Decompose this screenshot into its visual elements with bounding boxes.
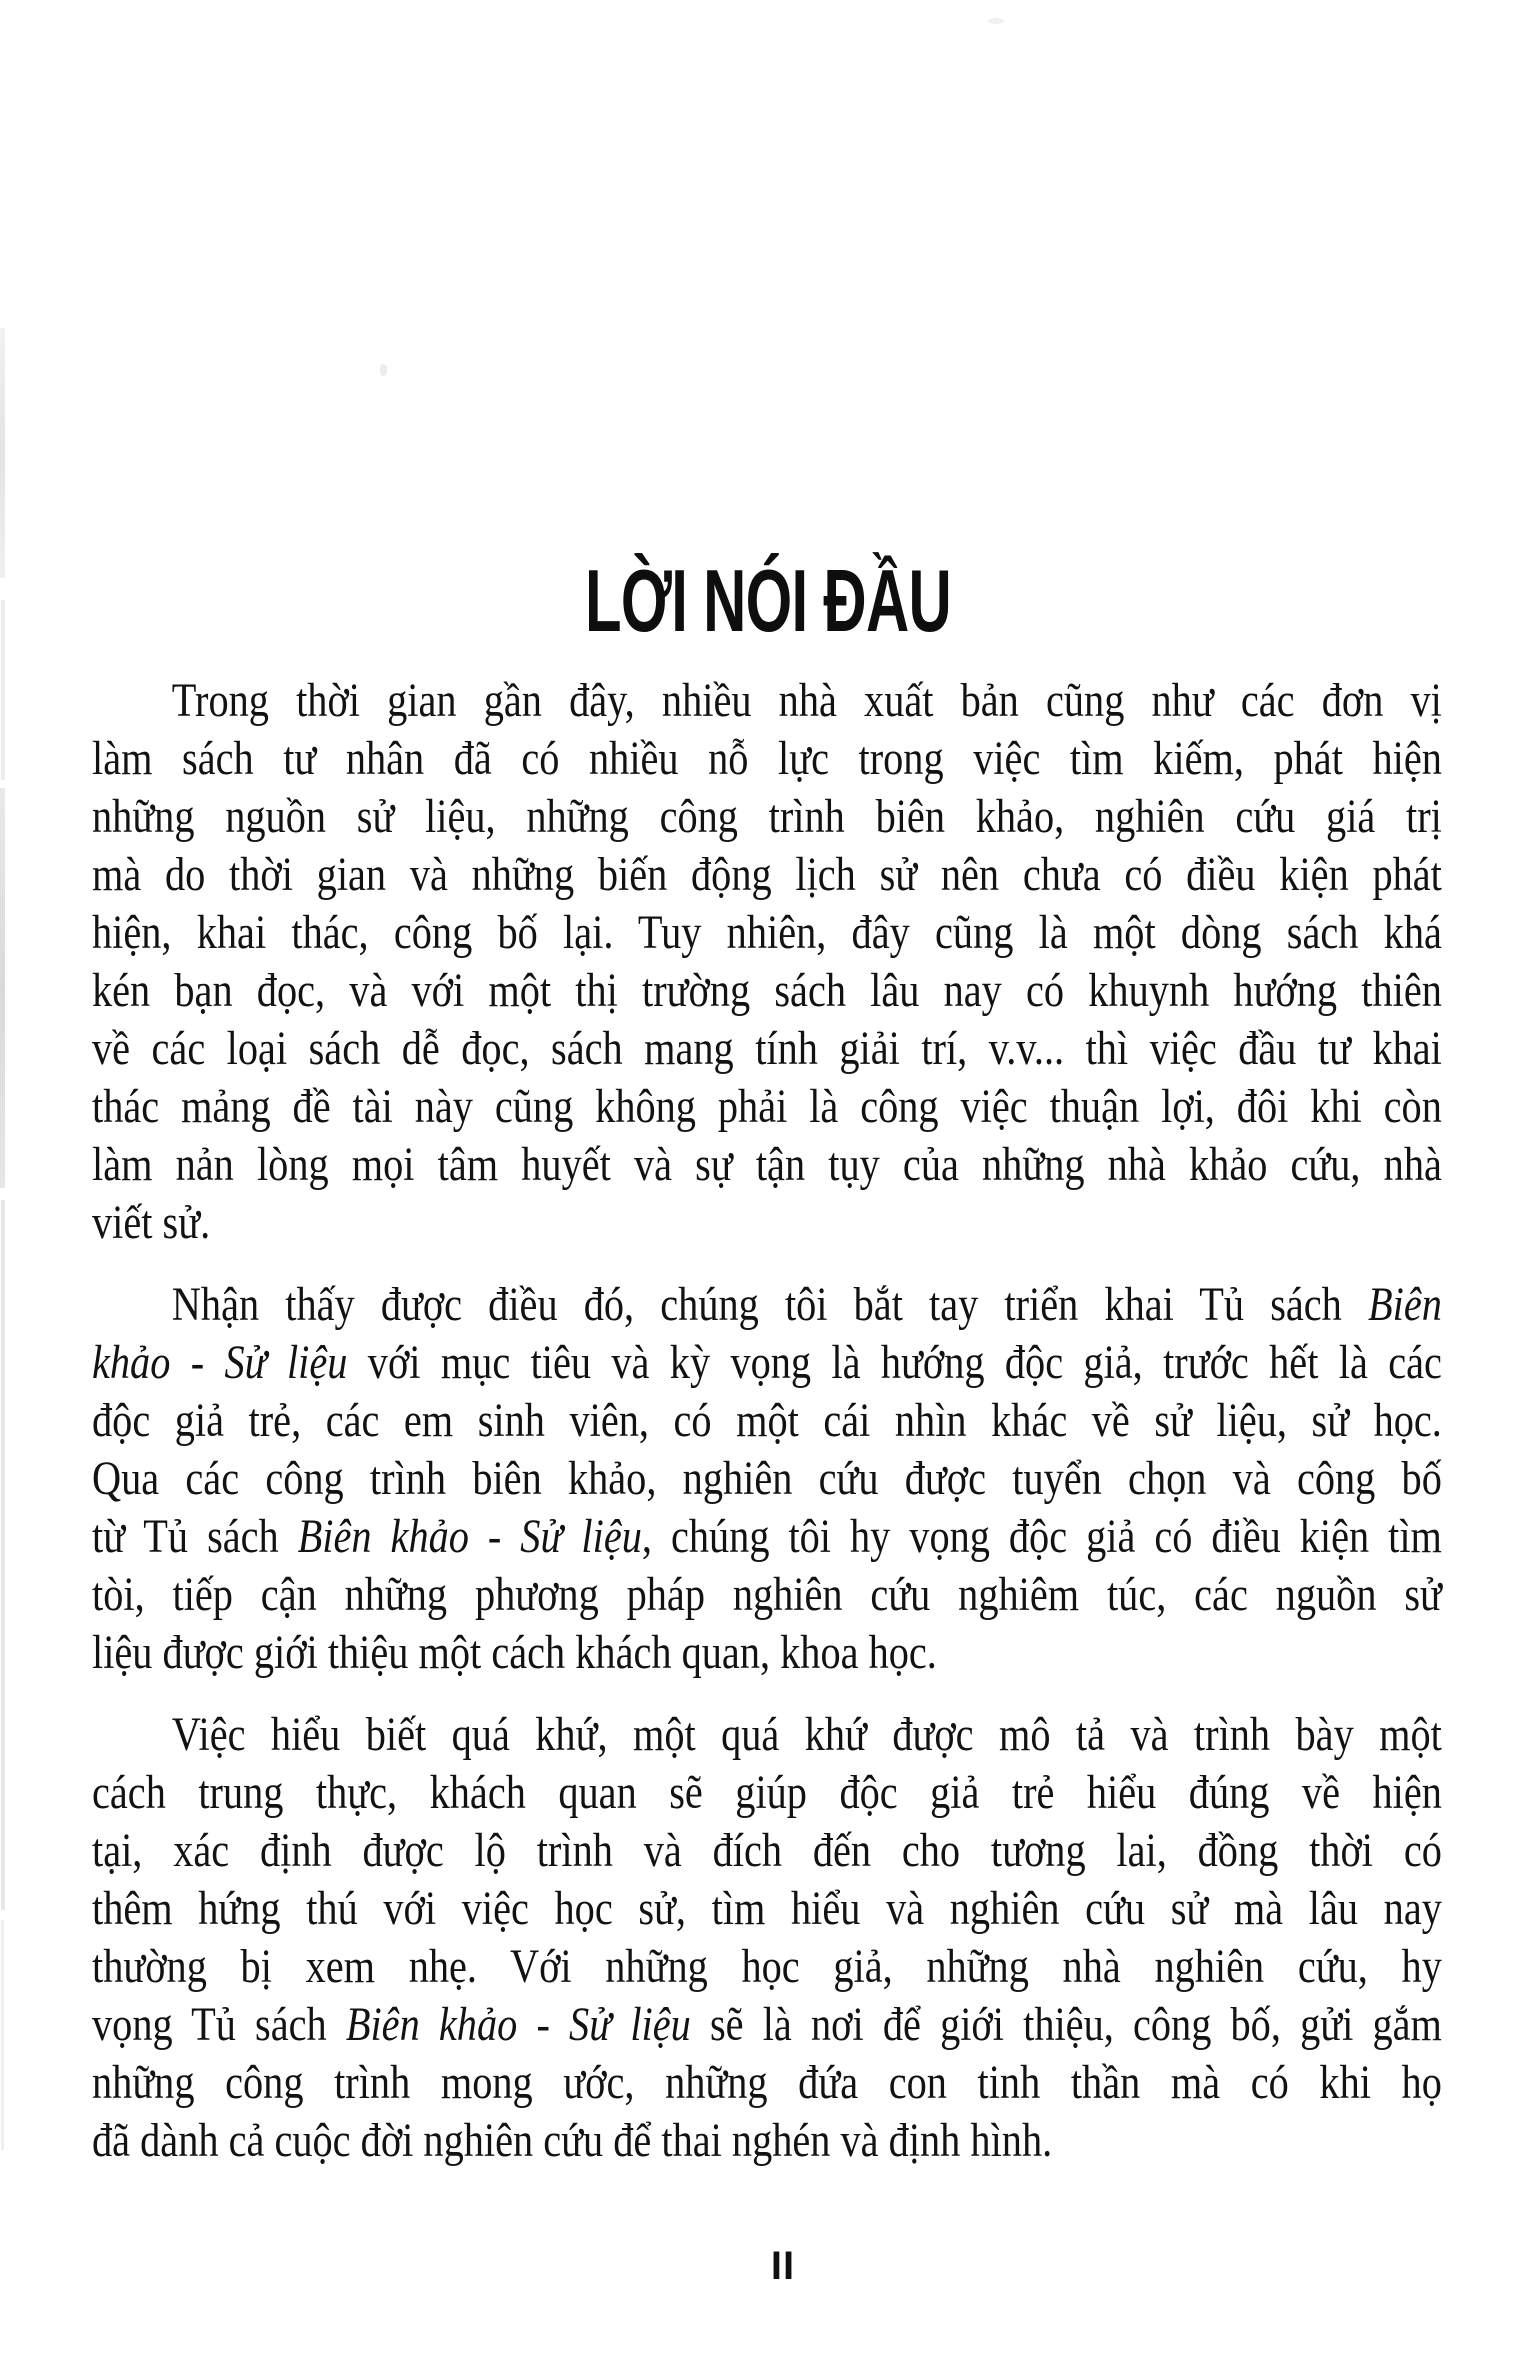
- text-run: với mục tiêu và kỳ vọng là hướng độc giả, trước hết là các: [347, 1336, 1442, 1389]
- text-line: [92, 1078, 1442, 1136]
- series-name-italic: Biên: [1367, 1278, 1442, 1331]
- scan-artifact: [380, 364, 387, 376]
- page-number: II: [770, 2244, 796, 2288]
- text-line: [92, 1880, 1442, 1938]
- text-run: mà do thời gian và những biến động lịch sử nên chưa có điều kiện phát: [92, 848, 1442, 901]
- text-line: [92, 1938, 1442, 1996]
- text-line: [92, 904, 1442, 962]
- text-line: [92, 1450, 1442, 1508]
- text-line: [92, 1392, 1442, 1450]
- text-line: [92, 2054, 1442, 2112]
- text-run: vọng Tủ sách: [92, 1998, 346, 2051]
- scan-artifact: [0, 788, 5, 1188]
- paragraph: [92, 672, 1442, 1252]
- text-line: [92, 1764, 1442, 1822]
- text-line: [92, 2112, 1442, 2170]
- text-run: thêm hứng thú với việc học sử, tìm hiểu và nghiên cứu sử mà lâu nay: [92, 1882, 1442, 1935]
- text-line: [92, 730, 1442, 788]
- text-line: [92, 1334, 1442, 1392]
- paragraph: [92, 1706, 1442, 2170]
- series-name-italic: Biên khảo - Sử liệu: [345, 1998, 691, 2051]
- text-run: cách trung thực, khách quan sẽ giúp độc giả trẻ hiểu đúng về hiện: [92, 1766, 1442, 1819]
- paragraph: [92, 1276, 1442, 1682]
- text-run: làm nản lòng mọi tâm huyết và sự tận tụy của những nhà khảo cứu, nhà: [92, 1138, 1442, 1191]
- text-line: [92, 1566, 1442, 1624]
- text-run: liệu được giới thiệu một cách khách quan, khoa học.: [92, 1626, 937, 1679]
- text-run: Trong thời gian gần đây, nhiều nhà xuất bản cũng như các đơn vị: [171, 674, 1442, 727]
- text-run: thác mảng đề tài này cũng không phải là công việc thuận lợi, đôi khi còn: [92, 1080, 1442, 1133]
- text-run: tại, xác định được lộ trình và đích đến cho tương lai, đồng thời có: [92, 1824, 1442, 1877]
- page-title: LỜI NÓI ĐẦU: [584, 550, 952, 650]
- text-run: hiện, khai thác, công bố lại. Tuy nhiên, đây cũng là một dòng sách khá: [92, 906, 1442, 959]
- scan-artifact: [1, 1920, 4, 2150]
- text-run: từ Tủ sách: [92, 1510, 298, 1563]
- text-line: [92, 1020, 1442, 1078]
- text-line: [92, 788, 1442, 846]
- text-run: kén bạn đọc, và với một thị trường sách lâu nay có khuynh hướng thiên: [92, 964, 1442, 1017]
- scan-artifact: [0, 328, 5, 578]
- text-run: về các loại sách dễ đọc, sách mang tính giải trí, v.v... thì việc đầu tư khai: [92, 1022, 1442, 1075]
- text-run: viết sử.: [92, 1196, 211, 1249]
- text-line: [92, 1624, 1442, 1682]
- text-run: những nguồn sử liệu, những công trình biên khảo, nghiên cứu giá trị: [92, 790, 1442, 843]
- text-line: [92, 846, 1442, 904]
- text-run: Nhận thấy được điều đó, chúng tôi bắt tay triển khai Tủ sách: [171, 1278, 1368, 1331]
- text-line: [92, 1276, 1442, 1334]
- text-line: [92, 1194, 1442, 1252]
- text-line: [92, 962, 1442, 1020]
- text-line: [92, 1996, 1442, 2054]
- text-run: sẽ là nơi để giới thiệu, công bố, gửi gắm: [690, 1998, 1442, 2051]
- series-name-italic: Biên khảo - Sử liệu: [297, 1510, 642, 1563]
- text-run: , chúng tôi hy vọng độc giả có điều kiện tìm: [641, 1510, 1442, 1563]
- text-run: Việc hiểu biết quá khứ, một quá khứ được mô tả và trình bày một: [171, 1708, 1442, 1761]
- text-line: [92, 1822, 1442, 1880]
- scan-artifact: [988, 18, 1004, 24]
- text-run: Qua các công trình biên khảo, nghiên cứu được tuyển chọn và công bố: [92, 1452, 1442, 1505]
- text-line: [92, 1508, 1442, 1566]
- scan-artifact: [1, 600, 5, 780]
- text-run: tòi, tiếp cận những phương pháp nghiên cứu nghiêm túc, các nguồn sử: [92, 1568, 1442, 1621]
- series-name-italic: khảo - Sử liệu: [92, 1336, 348, 1389]
- text-run: những công trình mong ước, những đứa con tinh thần mà có khi họ: [92, 2056, 1442, 2109]
- text-run: làm sách tư nhân đã có nhiều nỗ lực trong việc tìm kiếm, phát hiện: [92, 732, 1442, 785]
- body-text: [92, 672, 1442, 2170]
- text-run: độc giả trẻ, các em sinh viên, có một cái nhìn khác về sử liệu, sử học.: [92, 1394, 1442, 1447]
- text-line: [92, 1706, 1442, 1764]
- text-run: đã dành cả cuộc đời nghiên cứu để thai nghén và định hình.: [92, 2114, 1053, 2167]
- text-line: [92, 672, 1442, 730]
- scan-artifact: [1, 1200, 5, 1910]
- text-run: thường bị xem nhẹ. Với những học giả, những nhà nghiên cứu, hy: [92, 1940, 1442, 1993]
- text-line: [92, 1136, 1442, 1194]
